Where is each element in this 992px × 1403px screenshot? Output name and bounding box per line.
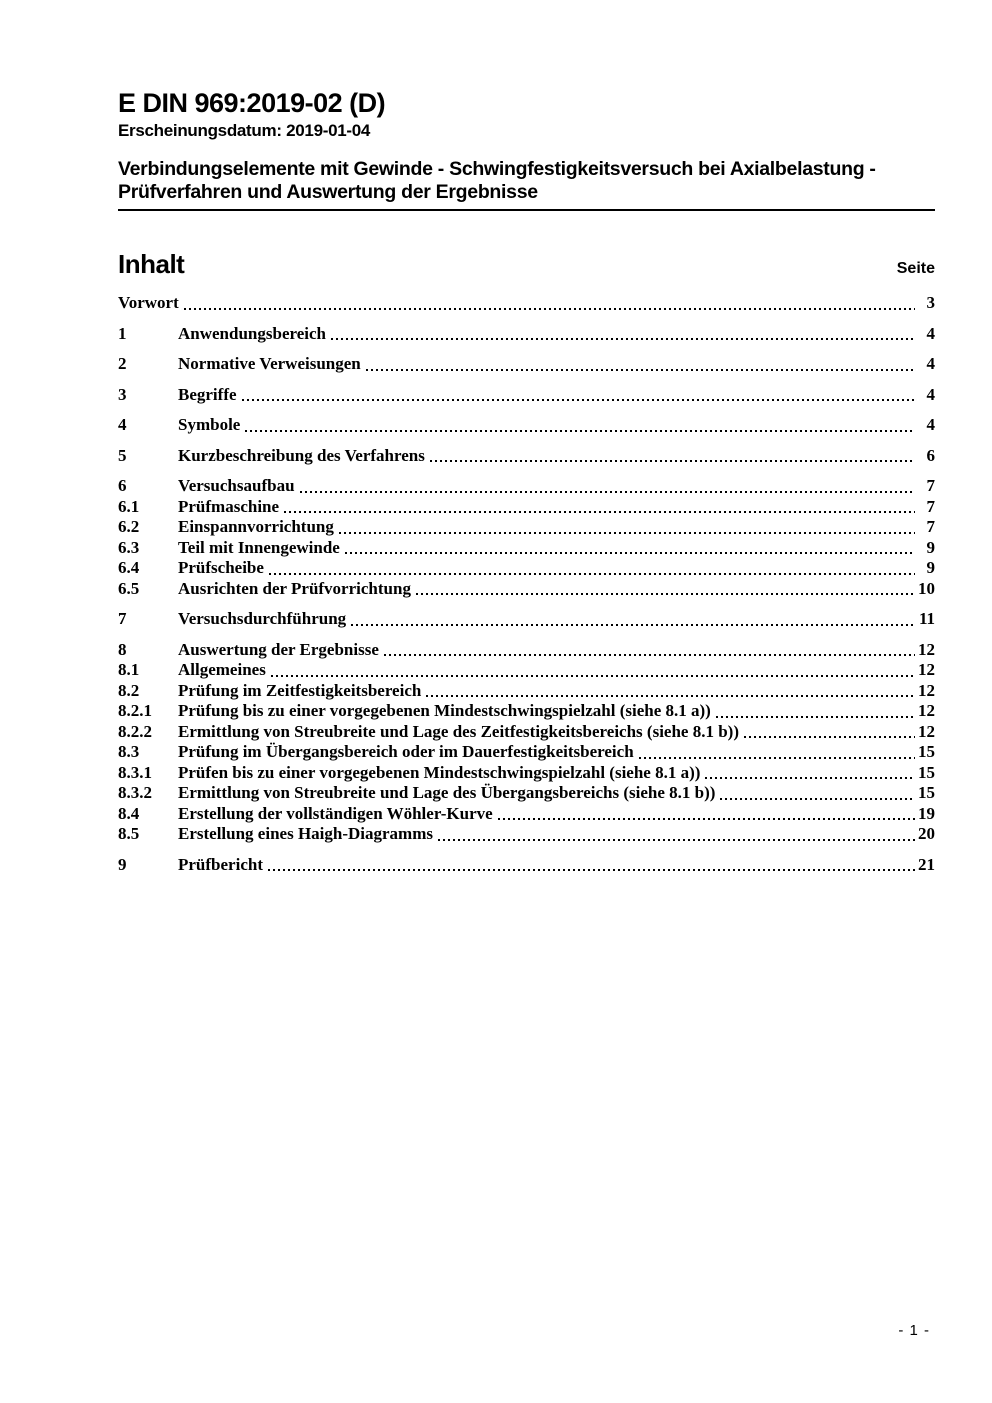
toc-entry-title: Prüfung im Zeitfestigkeitsbereich: [178, 680, 422, 700]
toc-entry-number: 4: [118, 415, 127, 434]
dot-leader: [326, 324, 917, 345]
toc-entry-title: Prüfscheibe: [178, 558, 264, 577]
toc-entry-page: 7: [926, 517, 935, 536]
toc-entry-row: [118, 497, 935, 518]
toc-entry-page: 21: [918, 854, 935, 874]
dot-leader: [421, 681, 917, 702]
dot-leader: [411, 579, 917, 600]
toc-entry-row: [118, 824, 935, 845]
toc-entry-row: [118, 804, 935, 825]
toc-entry-row: [118, 579, 935, 600]
toc-entry-row: [118, 763, 935, 784]
toc-entry-row: [118, 742, 935, 763]
dot-leader: [493, 804, 917, 825]
dot-leader: [715, 783, 917, 804]
toc-entry-title: Normative Verweisungen: [178, 354, 361, 373]
toc-entry-title: Teil mit Innengewinde: [178, 537, 340, 557]
toc-entry-page: 4: [926, 354, 935, 373]
toc-entry-title: Prüfmaschine: [178, 496, 280, 516]
toc-entry-row: [118, 538, 935, 559]
toc-entry-title: Auswertung der Ergebnisse: [178, 639, 379, 659]
toc-entry-number: 8.2.1: [118, 701, 152, 720]
toc-entry-number: 6.1: [118, 496, 140, 516]
toc-entry-number: 8.3: [118, 742, 140, 761]
toc-entry-page: 10: [918, 578, 935, 598]
toc-entry-title: Versuchsdurchführung: [178, 609, 347, 628]
dot-leader: [263, 855, 917, 876]
publication-date: Erscheinungsdatum: 2019-01-04: [118, 121, 371, 140]
toc-entry-row: [118, 446, 935, 467]
document-number-heading: E DIN 969:2019-02 (D): [118, 88, 386, 118]
toc-entry-page: 3: [926, 293, 935, 312]
toc-entry-number: 1: [118, 323, 127, 343]
document-title-line-2: Prüfverfahren und Auswertung der Ergebnisse: [118, 181, 538, 203]
dot-leader: [711, 701, 917, 722]
page-column-label: Seite: [896, 260, 935, 277]
toc-entry-row: [118, 324, 935, 345]
dot-leader: [237, 385, 917, 406]
toc-entry-page: 4: [926, 384, 935, 404]
toc-entry-row: [118, 681, 935, 702]
toc-entry-number: 8.2: [118, 680, 140, 700]
toc-entry-page: 15: [918, 742, 935, 761]
toc-entry-number: 6.2: [118, 517, 140, 536]
toc-entry-page: 19: [918, 803, 935, 823]
toc-entry-number: 8.2.2: [118, 721, 152, 741]
toc-entry-page: 11: [918, 609, 935, 628]
toc-list: [118, 293, 935, 875]
toc-entry-title: Erstellung der vollständigen Wöhler-Kurve: [178, 803, 493, 823]
toc-entry-row: [118, 517, 935, 538]
toc-entry-title: Anwendungsbereich: [178, 323, 326, 343]
toc-entry-number: 8.1: [118, 660, 140, 679]
toc-entry-title: Versuchsaufbau: [178, 476, 295, 495]
toc-entry-number: 8.4: [118, 803, 140, 823]
toc-entry-title: Prüfung bis zu einer vorgegebenen Mindestschwingspielzahl (siehe 8.1 a)): [178, 701, 711, 720]
toc-entry-row: [118, 640, 935, 661]
dot-leader: [634, 742, 917, 763]
toc-entry-page: 9: [926, 537, 935, 557]
toc-entry-number: 3: [118, 384, 127, 404]
toc-entry-number: 8.3.1: [118, 762, 152, 782]
dot-leader: [433, 824, 917, 845]
toc-entry-number: 6.4: [118, 558, 140, 577]
toc-entry-title: Prüfen bis zu einer vorgegebenen Mindestschwingspielzahl (siehe 8.1 a)): [178, 762, 701, 782]
toc-entry-page: 12: [918, 660, 935, 679]
toc-entry-title: Prüfbericht: [178, 854, 263, 874]
toc-entry-title: Einspannvorrichtung: [178, 517, 334, 536]
toc-entry-row: [118, 609, 935, 630]
toc-entry-page: 12: [918, 639, 935, 659]
toc-entry-page: 9: [926, 558, 935, 577]
toc-entry-number: 9: [118, 854, 127, 874]
toc-entry-page: 4: [926, 415, 935, 434]
toc-entry-title: Symbole: [178, 415, 241, 434]
toc-entry-number: 8.5: [118, 824, 140, 843]
footer-page-number: - 1 -: [898, 1322, 930, 1339]
toc-entry-number: 8.3.2: [118, 783, 152, 802]
dot-leader: [739, 722, 917, 743]
toc-entry-page: 15: [918, 762, 935, 782]
toc-entry-page: 7: [926, 476, 935, 495]
toc-entry-title: Ausrichten der Prüfvorrichtung: [178, 578, 411, 598]
document-title-line-1: Verbindungselemente mit Gewinde - Schwingfestigkeitsversuch bei Axialbelastung -: [118, 158, 876, 180]
toc-entry-number: 6: [118, 476, 127, 495]
dot-leader: [700, 763, 917, 784]
toc-entry-title: Kurzbeschreibung des Verfahrens: [178, 445, 425, 465]
toc-entry-number: 2: [118, 354, 127, 373]
toc-entry-number: 7: [118, 609, 127, 628]
toc-entry-row: [118, 415, 935, 436]
toc-entry-number: 5: [118, 445, 127, 465]
toc-entry-title: Prüfung im Übergangsbereich oder im Dauerfestigkeitsbereich: [178, 742, 634, 761]
toc-entry-page: 12: [918, 701, 935, 720]
toc-entry-page: 4: [926, 323, 935, 343]
dot-leader: [266, 660, 917, 681]
toc-entry-title: Ermittlung von Streubreite und Lage des Zeitfestigkeitsbereichs (siehe 8.1 b)): [178, 721, 739, 741]
toc-entry-row: [118, 701, 935, 722]
toc-entry-row: [118, 722, 935, 743]
toc-entry-row: [118, 783, 935, 804]
dot-leader: [264, 558, 917, 579]
toc-entry-page: 15: [918, 783, 935, 802]
dot-leader: [379, 640, 917, 661]
toc-entry-row: [118, 385, 935, 406]
dot-leader: [346, 609, 917, 630]
dot-leader: [179, 293, 917, 314]
toc-heading: Inhalt: [118, 249, 185, 279]
dot-leader: [340, 538, 917, 559]
toc-entry-row: [118, 476, 935, 497]
toc-entry-page: 20: [918, 824, 935, 843]
document-title: [118, 158, 935, 211]
dot-leader: [361, 354, 917, 375]
toc-entry-row: [118, 660, 935, 681]
toc-entry-row: [118, 354, 935, 375]
toc-entry-row: [118, 293, 935, 314]
toc-entry-row: [118, 558, 935, 579]
dot-leader: [295, 476, 917, 497]
toc-entry-title: Erstellung eines Haigh-Diagramms: [178, 824, 433, 843]
toc-entry-number: 8: [118, 639, 127, 659]
toc-entry-page: 6: [926, 445, 935, 465]
dot-leader: [425, 446, 917, 467]
dot-leader: [240, 415, 917, 436]
toc-entry-title: Ermittlung von Streubreite und Lage des Übergangsbereichs (siehe 8.1 b)): [178, 783, 716, 802]
toc-heading-row: [118, 250, 935, 278]
toc-entry-number: 6.3: [118, 537, 140, 557]
toc-entry-row: [118, 855, 935, 876]
toc-entry-title: Vorwort: [118, 293, 179, 312]
toc-entry-title: Allgemeines: [178, 660, 266, 679]
toc-entry-page: 12: [918, 680, 935, 700]
dot-leader: [334, 517, 917, 538]
toc-entry-title: Begriffe: [178, 384, 237, 404]
toc-entry-page: 12: [918, 721, 935, 741]
toc-entry-page: 7: [926, 496, 935, 516]
dot-leader: [279, 497, 917, 518]
toc-entry-number: 6.5: [118, 578, 140, 598]
